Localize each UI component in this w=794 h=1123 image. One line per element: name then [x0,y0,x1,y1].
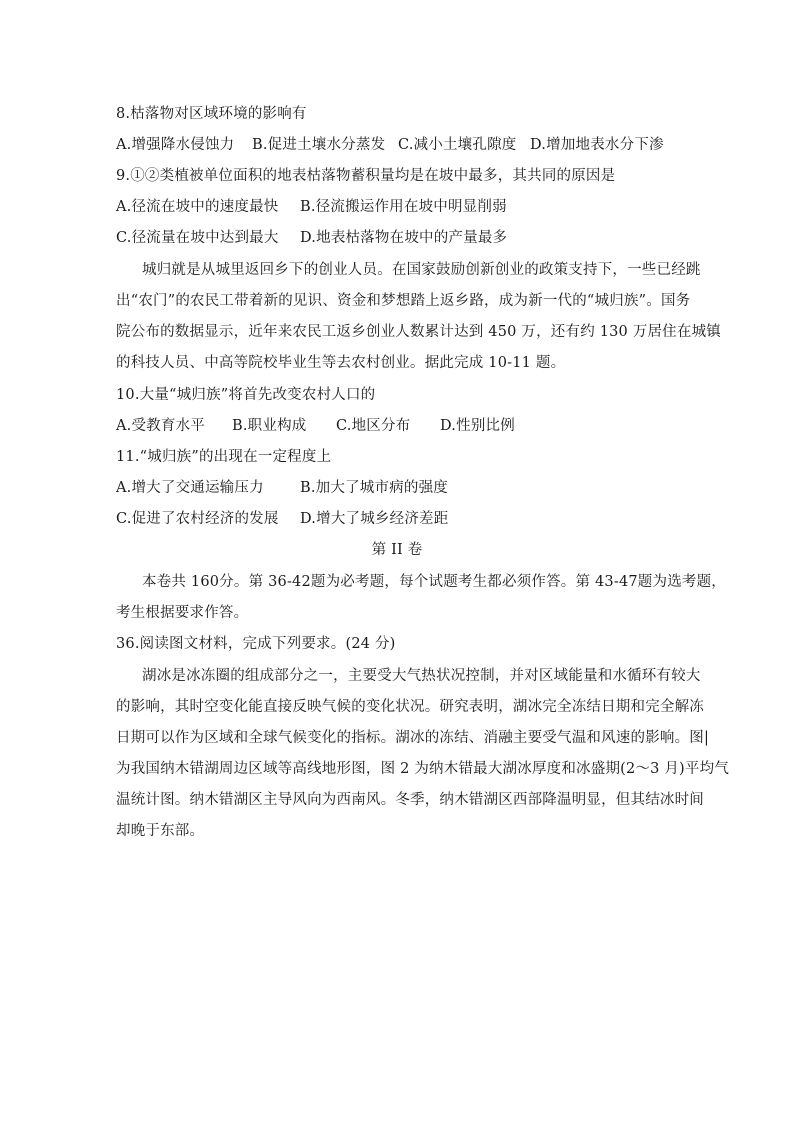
q36-passage-line: 却晚于东部。 [116,823,205,839]
q9-option-c: C.径流量在坡中达到最大 [116,230,279,246]
q8-option-b: B.促进土壤水分蒸发 [252,137,386,153]
q8-option-c: C.减小土壤孔隙度 [398,137,517,153]
q9-option-b: B.径流搬运作用在坡中明显削弱 [300,199,507,215]
q8-option-d: D.增加地表水分下渗 [530,137,664,153]
q8-option-a: A.增强降水侵蚀力 [116,137,235,153]
q36-passage-line: 的影响，其时空变化能直接反映气候的变化状况。研究表明，湖冰完全冻结日期和完全解冻 [116,699,704,715]
q10-option-a: A.受教育水平 [116,418,205,434]
passage1-line: 的科技人员、中高等院校毕业生等去农村创业。据此完成 10-11 题。 [116,355,566,371]
q11-option-d: D.增大了城乡经济差距 [300,511,449,527]
q10-stem: 10.大量“城归族”将首先改变农村人口的 [116,387,376,403]
q36-stem: 36.阅读图文材料，完成下列要求。(24 分) [116,636,396,652]
q10-option-b: B.职业构成 [232,418,307,434]
q9-option-d: D.地表枯落物在坡中的产量最多 [300,230,508,246]
q11-option-b: B.加大了城市病的强度 [300,480,448,496]
q36-passage-line: 温统计图。纳木错湖区主导风向为西南风。冬季，纳木错湖区西部降温明显，但其结冰时间 [116,792,704,808]
passage1-line: 出“农门”的农民工带着新的见识、资金和梦想踏上返乡路，成为新一代的“城归族”。国务 [116,293,691,309]
q9-option-a: A.径流在坡中的速度最快 [116,199,279,215]
q11-stem: 11.“城归族”的出现在一定程度上 [116,449,332,465]
q11-option-a: A.增大了交通运输压力 [116,480,264,496]
section-title: 第 II 卷 [371,542,423,558]
q11-option-c: C.促进了农村经济的发展 [116,511,279,527]
q36-passage-line: 日期可以作为区域和全球气候变化的指标。湖冰的冻结、消融主要受气温和风速的影响。图| [116,730,710,746]
section-intro-line: 考生根据要求作答。 [116,605,249,621]
q36-passage-line: 为我国纳木错湖周边区域等高线地形图，图 2 为纳木错最大湖冰厚度和冰盛期(2～3 月)平均气 [116,761,730,777]
passage1-line: 院公布的数据显示，近年来农民工返乡创业人数累计达到 450 万，还有约 130 万居住在城镇 [116,324,721,340]
q36-passage-line: 湖冰是冰冻圈的组成部分之一，主要受大气热状况控制，并对区域能量和水循环有较大 [142,668,701,684]
q10-option-d: D.性别比例 [440,418,515,434]
q9-stem: 9.①②类植被单位面积的地表枯落物蓄积量均是在坡中最多，其共同的原因是 [116,168,616,184]
section-intro-line: 本卷共 160分。第 36-42题为必考题，每个试题考生都必须作答。第 43-47题为选考题， [142,574,727,590]
q10-option-c: C.地区分布 [336,418,411,434]
q8-stem: 8.枯落物对区域环境的影响有 [116,106,307,122]
passage1-line: 城归就是从城里返回乡下的创业人员。在国家鼓励创新创业的政策支持下，一些已经跳 [142,262,701,278]
